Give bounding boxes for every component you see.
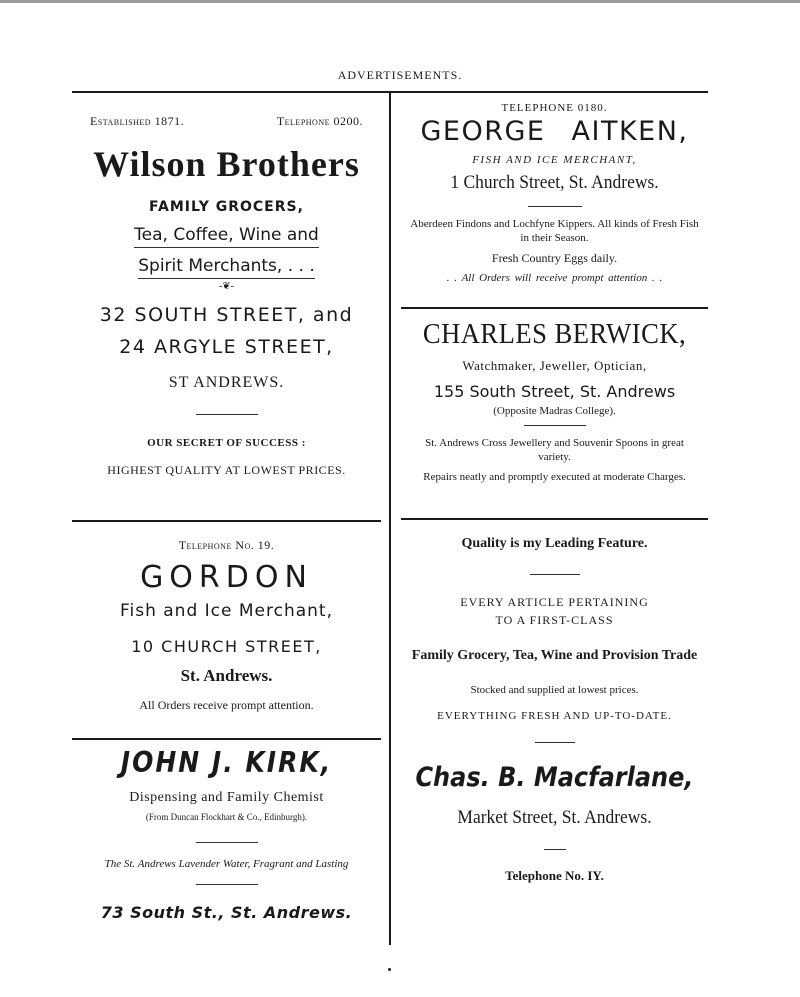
goods-line-2: Spirit Merchants, . . . bbox=[138, 256, 315, 279]
telephone-note: TELEPHONE 0180. bbox=[501, 102, 608, 114]
berwick-ad bbox=[401, 318, 708, 514]
from-note: (From Duncan Flockhart & Co., Edinburgh). bbox=[145, 812, 308, 822]
ornament: -❦- bbox=[218, 281, 235, 292]
column-divider bbox=[389, 93, 391, 945]
left-rule-1 bbox=[72, 520, 381, 522]
stocked-note: Stocked and supplied at lowest prices. bbox=[470, 684, 639, 696]
goods-line-1: Tea, Coffee, Wine and bbox=[134, 225, 319, 248]
trade-line: Family Grocery, Tea, Wine and Provision Trade bbox=[411, 648, 698, 663]
divider bbox=[524, 425, 586, 426]
page-mark bbox=[388, 968, 391, 971]
address-line-1: 32 SOUTH STREET, and bbox=[99, 304, 354, 326]
repairs-note: Repairs neatly and promptly executed at moderate Charges. bbox=[423, 471, 686, 483]
divider bbox=[196, 842, 258, 843]
address-line: 73 South St., St. Andrews. bbox=[100, 903, 353, 922]
page-edge bbox=[0, 0, 800, 3]
divider bbox=[535, 742, 575, 743]
established-note: Established 1871. bbox=[90, 114, 185, 128]
specialty-note: Aberdeen Findons and Lochfyne Kippers. All kinds of Fresh Fish in their Season. bbox=[410, 218, 699, 244]
telephone-note: Telephone No. 19. bbox=[178, 538, 275, 552]
motto: HIGHEST QUALITY AT LOWEST PRICES. bbox=[107, 463, 346, 477]
right-rule-1 bbox=[401, 307, 708, 309]
trade-line: Watchmaker, Jeweller, Optician, bbox=[462, 358, 647, 373]
divider bbox=[196, 414, 258, 415]
address-line: 1 Church Street, St. Andrews. bbox=[450, 172, 659, 193]
every-article-line-1: EVERY ARTICLE PERTAINING bbox=[460, 595, 649, 609]
left-rule-2 bbox=[72, 738, 381, 740]
town-name: St. Andrews. bbox=[180, 666, 273, 685]
advertiser-name: GORDON bbox=[140, 560, 313, 595]
divider bbox=[530, 574, 580, 575]
address-line: 155 South Street, St. Andrews bbox=[433, 382, 676, 401]
secret-heading: OUR SECRET OF SUCCESS : bbox=[147, 437, 306, 449]
trade-line: Dispensing and Family Chemist bbox=[129, 790, 324, 805]
trade-line: Fish and Ice Merchant, bbox=[119, 601, 334, 621]
wilson-brothers-ad bbox=[72, 114, 381, 514]
fresh-note: EVERYTHING FRESH AND UP-TO-DATE. bbox=[437, 710, 672, 722]
aitken-ad bbox=[401, 102, 708, 302]
orders-note: . . All Orders will receive prompt attention . . bbox=[446, 272, 663, 284]
advertiser-name: JOHN J. KIRK, bbox=[120, 745, 333, 780]
tagline: The St. Andrews Lavender Water, Fragrant and Lasting bbox=[104, 858, 349, 870]
spoons-note: St. Andrews Cross Jewellery and Souvenir Spoons in great variety. bbox=[425, 437, 684, 463]
orders-note: All Orders receive prompt attention. bbox=[139, 698, 314, 712]
advertiser-name: Wilson Brothers bbox=[93, 144, 360, 184]
eggs-note: Fresh Country Eggs daily. bbox=[491, 251, 618, 265]
kirk-ad bbox=[72, 745, 381, 948]
town-name: ST ANDREWS. bbox=[168, 374, 285, 391]
address-line-2: 24 ARGYLE STREET, bbox=[119, 336, 334, 358]
advertiser-name: GEORGE AITKEN, bbox=[420, 116, 689, 147]
address-line: 10 CHURCH STREET, bbox=[131, 637, 322, 656]
address-line: Market Street, St. Andrews. bbox=[457, 807, 652, 828]
every-article-line-2: TO A FIRST-CLASS bbox=[495, 613, 614, 627]
quality-heading: Quality is my Leading Feature. bbox=[461, 536, 648, 551]
divider bbox=[196, 884, 258, 885]
advertiser-name: CHARLES BERWICK, bbox=[422, 319, 687, 350]
macfarlane-ad bbox=[401, 536, 708, 946]
gordon-ad bbox=[72, 538, 381, 733]
telephone-note: Telephone 0200. bbox=[276, 114, 363, 128]
right-rule-2 bbox=[401, 518, 708, 520]
trade-line: FISH AND ICE MERCHANT, bbox=[472, 154, 637, 166]
divider bbox=[544, 849, 566, 850]
divider bbox=[528, 206, 582, 207]
business-type: FAMILY GROCERS, bbox=[149, 199, 304, 215]
opposite-note: (Opposite Madras College). bbox=[493, 405, 616, 417]
telephone-note: Telephone No. IY. bbox=[505, 868, 604, 883]
advertiser-name: Chas. B. Macfarlane, bbox=[415, 761, 694, 793]
page-title: ADVERTISEMENTS. bbox=[337, 68, 463, 82]
